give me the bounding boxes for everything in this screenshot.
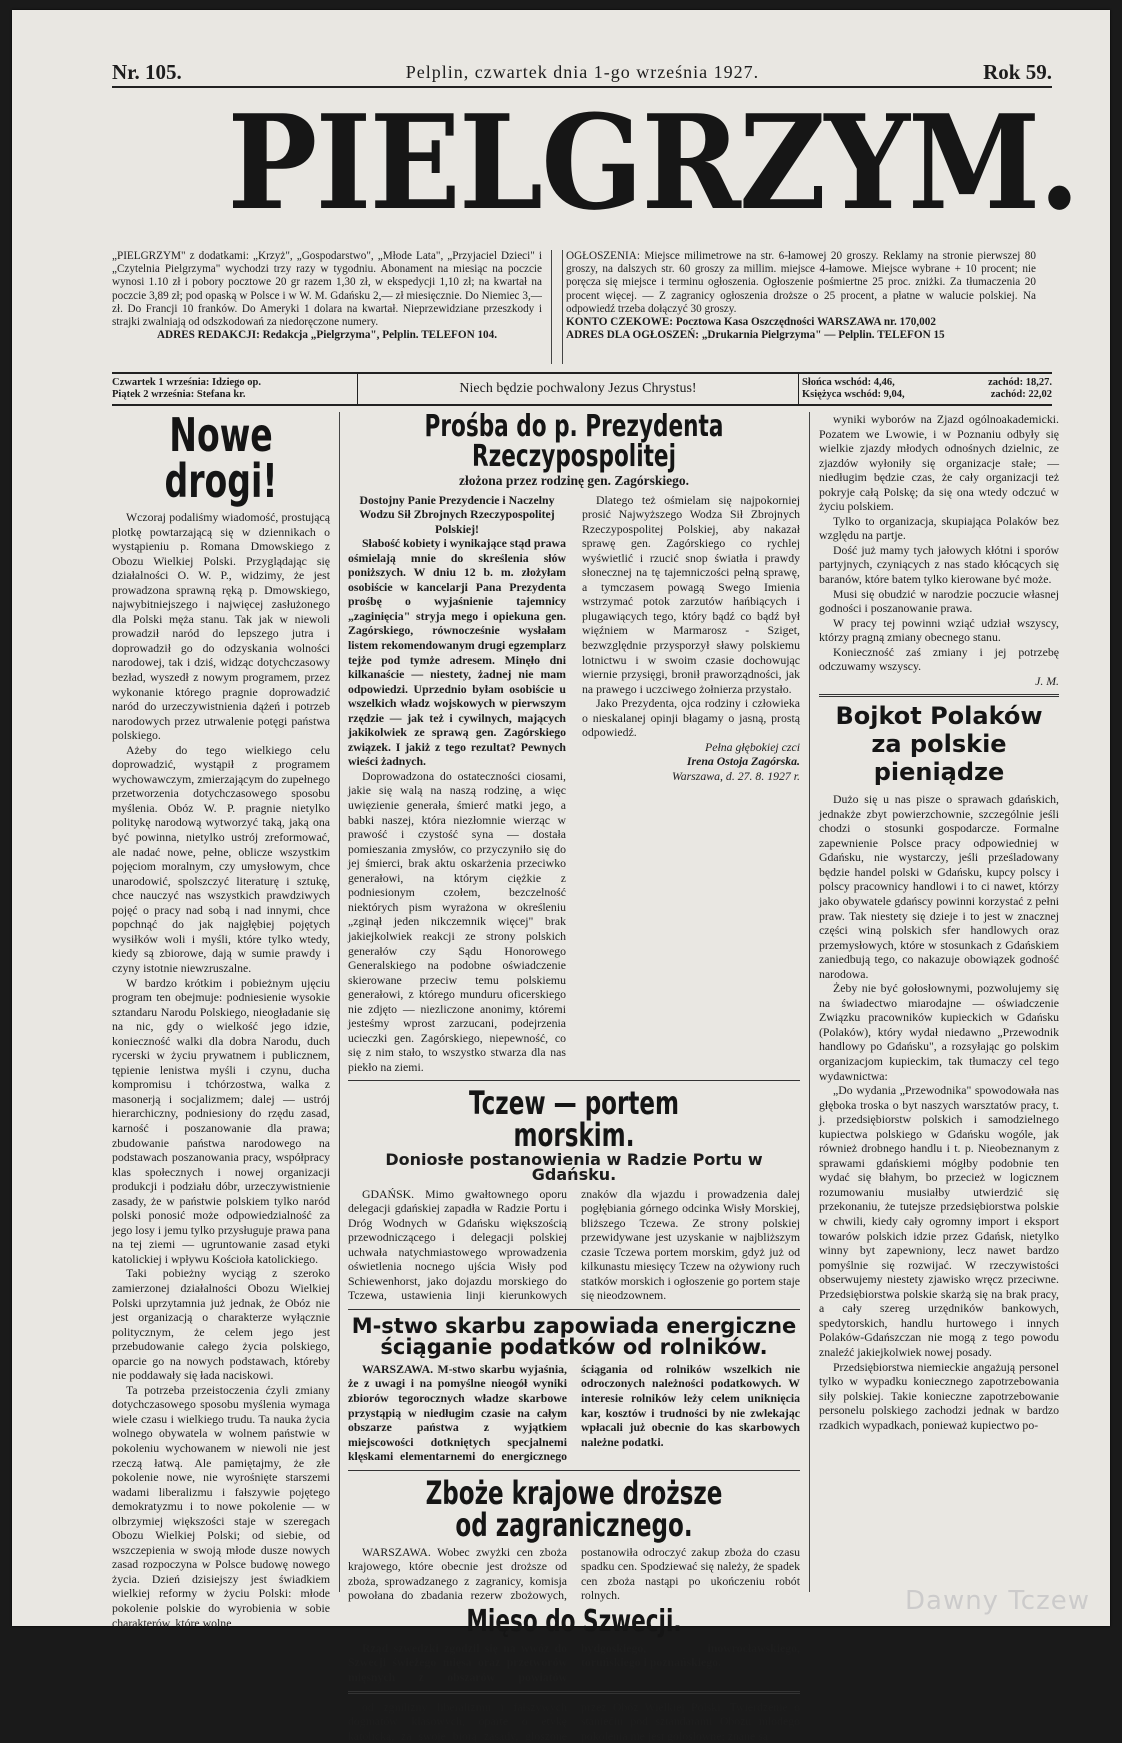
headline-text: Prośba do p. Prezydenta Rzeczypospolitej [424,409,724,474]
article-paragraph: Rząd szwedzki zgodził się na wwóz do Szwecji świeżego mięsa oraz przetworów mięsnych z obszarów powiatów bydgoskiego, inowrocławskiego, toruńskiego i poznańskiego. [348,1640,800,1684]
signature-name: Irena Ostoja Zagórska. [686,754,800,769]
issue-year: Rok 59. [983,59,1052,84]
article-paragraph: „Do wydania „Przewodnika" spowodowała nas głęboka troska o byt naszych warsztatów pracy, t. j. przedsiębiorstw polskich i samodzielnego kupiectwa polskiego w Gdańsku wogóle, jak również drobnego handlu i t. p. Nieobeznanym z sprawami gdańskiemi mógłby podobnie ten wydać się błahym, bo przecież w logicznem rozumowaniu musiałby utwierdzić się przekonaniu, że tutejsze przedsiębiorstwa polskie w chwili, kiedy cały ogromny import i eksport towarów polskich idzie przez Gdańsk, nietylko winny byt zapewniony, lecz nawet bardzo pomyślnie się rozwijać. W rzeczywistości obserwujemy niestety zjawisko wręcz przeciwne. Przedsiębiorstwa polskie skarżą się na brak pracy, a cały szereg urzędników bankowych, spedytorskich, handlu hurtowego i innych Polaków-Gdańszczan nie mogą z tego powodu znaleźć jakiejkolwiek nowej posady. [819,1083,1059,1359]
signature-initials: J. M. [1035,673,1059,688]
headline-tczew [348,1084,800,1155]
headline-prosba-sub: złożona przez rodzinę gen. Zagórskiego. [459,473,689,488]
headline-nowe-drogi [112,408,330,508]
article-paragraph: Musi się obudzić w narodzie poczucie własnej godności i poszanowanie prawa. [819,586,1059,616]
headline-text: Tczew — portem morskim. [468,1084,680,1155]
article-paragraph: WARSZAWA. M-stwo skarbu wyjaśnia, że z uwagi i na pomyślne nieogół wyniki zbiorów tegorocznych władze skarbowe przystąpią w niedługim czasie na całym obszarze państwa z wyjątkiem miejscowości dotkniętych specjalnemi klęskami elementarnemi do energicznego ściągania od rolników wszelkich nie odroczonych należności podatkowych. W interesie rolników leży celem uniknięcia kar, kosztów i trudności by nie zwlekając wpłacali już obecnie do kas skarbowych należne podatki. [348,1361,800,1464]
article-paragraph: Taki pobieżny wyciąg z szeroko zamierzonej działalności Obozu Wielkiej Polski uprzytamnia już jednak, że Obóz nie jest organizacją o charakterze wyłącznie politycznym, że celem jego jest przebudowanie całego życia polskiego, oparcie go na nowych podstawach, któreby nie poddawały się łada naciskowi. [112,1266,330,1383]
advertising-info [566,250,1036,342]
article-paragraph: Dlatego też ośmielam się najpokorniej prosić Najwyższego Wodza Sił Zbrojnych Rzeczypospolitej Polskiej, aby nakazał sprawę gen. Zagórskiego co rychlej wyświetlić i rzucić snop światła i prawdy słonecznej na tę tajemniczości pełną sprawę, a tymczasem powagą Swego Imienia wstrzymać potok zarzutów hańbiących i plugawiących tego, który bądź co bądź był więźniem w Marmarosz - Sziget, bezwzględnie przysporzył sławy polskiemu lotnictwu i w swoim czasie dochowując wiernie przysięgi, bronił praworządności, jak na prawego i uczciwego żołnierza przystało. [582,492,800,696]
headline-bojkot: Bojkot Polaków za polskie pieniądze [835,702,1043,786]
issue-line [112,58,1052,86]
masthead-title: PIELGRZYM. [227,86,1079,239]
headline-zboze [348,1473,800,1544]
info-divider [551,250,563,364]
article-paragraph: Dużo się u nas pisze o sprawach gdańskich, jednakże zbyt powierzchownie, szczególnie jeśli chodzi o stosunki gospodarcze. Formalne zapewnienie Polsce pracy odpowiedniej w Gdańsku, nie wystarczy, jeśli prześladowany będzie handel polski w Gdańsku, kupcy polscy i polscy pracownicy handlowi i to ci nawet, którzy jako obywatele gdańscy powinni korzystać z pełni praw. Tak niestety się dzieje i to jest w znacznej części winą polskich sfer handlowych oraz przemysłowych, które w stosunkach z Gdańskiem zaniedbują tego, co nakazuje obowiązek godność narodowa. [819,792,1059,981]
double-divider [819,694,1059,697]
calendar-days [112,377,261,401]
headline-mieso [348,1603,800,1639]
headline-text: Nowe drogi! [164,408,278,508]
article-paragraph: GDAŃSK. Mimo gwałtownego oporu delegacji gdańskiej zapadła w Radzie Portu i Dróg Wodnych w Gdańsku większością przewodniczącego i delegacji polskiej uchwała natychmiastowego wprowadzenia oświetlenia nocnego ujścia Wisły pod Schiewenhorst, jako dojazdu morskiego do Tczewa, ustawienia linji kierunkowych znaków dla wjazdu i prowadzenia dalej pogłębiania górnego odcinka Wisły Morskiej, bliższego Tczewa. Ze strony polskiej przewidywane jest uzyskanie w najbliższym czasie Tczewa portem morskim, gdyż już od kilkunastu miesięcy Tczew na ożywiony ruch statków morskich i ogłoszenie go portem staje się nieodzownem. [348,1186,800,1303]
article-paragraph: Żeby nie być gołosłownymi, pozwolujemy się na świadectwo miarodajne — oświadczenie Związku pracowników kupieckich w Gdańsku (Polaków), który wydał niedawno „Przewodnik handlowy po Gdańsku", a rozsyłając go polskim organizacjom kupieckim, tak tłumaczy cel tego wydawnictwa: [819,981,1059,1083]
column-rule-1 [339,412,340,1592]
article-paragraph: Doprowadzona do ostateczności ciosami, jakie się walą na naszą rodzinę, a więc uwięzienie generała, śmierć matki jego, a babki naszej, która niezłomnie wierząc w prawość i czystość syna — dostała pomieszania zmysłów, co przyczyniło się do jej śmierci, brak aktu oskarżenia przeciwko generałowi, na którym ciężkie z podniesionym czołem, bezczelność niektórych pism wyrażona w określeniu „zginął jeden nikczemnik więcej" brak jakiejkolwiek reakcji ze strony polskich generałów czy Sądu Honorowego Generalskiego na podobne oświadczenie skierowane przeciw temu polskiemu generałowi, z którego munduru oficerskiego nie zdjęto — niezliczone anonimy, któremi jesteśmy wprost zarzucani, podejrzenia ucieczki gen. Zagórskiego, niepewność, co się z nim stało, to wszystko stwarza dla nas piekło na ziemi. [348,768,566,1074]
newspaper-sheet [112,50,1079,1743]
article-paragraph: Dość już mamy tych jałowych kłótni i sporów partyjnych, czyniących z nas stado kłócących się baranów, które batem tylko kierowane być może. [819,542,1059,587]
divider [348,1309,800,1310]
column-2 [348,409,800,1743]
subscription-info [112,250,542,342]
article-paragraph: Ażeby do tego wielkiego celu doprowadzić, wystąpił z programem wychowawczym, zmierzającym do zupełnego przetworzenia dotychczasowego sposobu myślenia. Obóz W. P. pragnie nietylko politykę narodową wytworzyć taką, jaką ona być powinna, nietylko ustrój zreformować, ale nadać nowe, pełne, oblicze wszystkim pojęciom moralnym, czy umysłowym, chce unarodowić, spolszczyć literaturę i sztukę, chce nauczyć nas wszystkich prawdziwych pojęć o pracy nad sobą i nad innymi, chce popchnąć do jak najgłębiej pojętych wysiłków woli i myśli, które tylko wtedy, kiedy są zbiorowe, dają w sumie prawdy i czyny istotnie niewzruszalne. [112,742,330,975]
sun-rise: Słońca wschód: 4,46, [802,377,895,388]
watermark: Dawny Tczew [904,1586,1090,1616]
sun-set: zachód: 18,27. [988,377,1052,388]
column-1 [112,408,330,1630]
divider [348,1080,800,1081]
headline-prosba [348,409,800,474]
issue-number: Nr. 105. [112,59,182,84]
prosba-body [348,493,800,1075]
prosba-col-b [582,493,800,1075]
signature-date: Warszawa, d. 27. 8. 1927 r. [671,768,800,783]
check-account: KONTO CZEKOWE: Pocztowa Kasa Oszczędności WARSZAWA nr. 170,002 [566,316,936,329]
astronomy-times [802,377,1052,401]
article-paragraph: WARSZAWA. Wobec zwyżki cen zboża krajowego, które obecnie jest droższe od zboża, sprowadzanego z zagranicy, komisja powołana do zbadania rezerw zbożowych, postanowiła odroczyć zakup zboża do czasu spadku cen. Spodziewać się należy, że spadek cen zboża nastąpi po ukończeniu robót rolnych. [348,1544,800,1603]
subscription-text: „PIELGRZYM" z dodatkami: „Krzyż", „Gospodarstwo", „Młode Lata", „Przyjaciel Dzieci" i „Czytelnia Pielgrzyma" wychodzi trzy razy w tygodniu. Abonament na miesiąc na poczcie wynosi 1.10 zł i pobory pocztowe 20 gr razem 1,30 zł, w ekspedycji 1,10 zł; na kwartał na poczcie 3,89 zł; pod opaską w Polsce i w W. M. Gdańsku 2,— zł miesięcznie. Do Niemiec 3,— zł. Do Francji 10 franków. Do Ameryki 1 dolara na kwartał. Nieprzewidziane przeszkody i strajki zwalniają od odszkodowań za niedoręczone numery. [112,250,542,329]
moon-rise: Księżyca wschód: 9,04, [802,389,905,400]
advertising-address: ADRES DLA OGŁOSZEŃ: „Drukarnia Pielgrzyma" — Pelplin. TELEFON 15 [566,329,945,342]
calendar-tomorrow: Piątek 2 września: Stefana kr. [112,389,246,400]
article-continuation: od zgniłizny liberalizmu i fałszywych dogmatów klasowych, oparte o etykę katolicką, za swoje biorą zasady, głoszone przez Obóz Wielkiej Polski. Twierdzenie o staniećiu pod sztandarami Obozu młodego pokolenia nie jest gołosłowne; znane są [348,1699,800,1743]
headline-tczew-sub: Doniosłe postanowienia w Radzie Portu w Gdańsku. [385,1150,763,1184]
editorial-address: ADRES REDAKCJI: Redakcja „Pielgrzyma", Pelplin. TELEFON 104. [156,329,498,342]
greeting: Niech będzie pochwalony Jezus Chrystus! [357,374,799,404]
advertising-text: OGŁOSZENIA: Miejsce milimetrowe na str. 6-łamowej 20 groszy. Reklamy na stronie pierwszej 80 groszy, na dalszych str. 60 groszy za millim. miejsce 4-łamowe. Miejsce wybrane + 10 procent; nie poręcza się miejsce i terminu ogłoszenia. Ogłoszenie pośmiertne 25 proc. zniżki. Za tłumaczenia 20 procent więcej. — Z zagranicy ogłoszenia droższe o 25 procent, a płatne w walucie polskiej. Na odpowiedź trzeba dołączyć 30 groszy. [566,250,1036,315]
salutation: Dostojny Panie Prezydencie i Naczelny Wodzu Sił Zbrojnych Rzeczypospolitej Polskiej! [359,492,555,536]
headline-text: Zboże krajowe droższe od zagranicznego. [425,1473,723,1544]
article-paragraph: Przedsiębiorstwa niemieckie angażują personel tylko w wypadku koniecznego zapotrzebowania siły polskiej. Takie konieczne zapotrzebowanie personelu polskiego zachodzi jednak w bardzo rzadkich wypadkach, ponieważ kupiectwo po- [819,1359,1059,1432]
moon-set: zachód: 22,02 [990,389,1052,400]
column-rule-2 [809,412,810,1592]
article-paragraph: W bardzo krótkim i pobieżnym ujęciu program ten obejmuje: podniesienie wysokie sztandaru Narodu Polskiego, nieogładanie się na nic, gdy o wielkość jego idzie, konieczność walki dla dobra Narodu, duch rycerski w życiu prywatnem i publicznem, tępienie lenistwa myśli i czynu, ducha kompromisu i tchórzostwa, walka z masonerją i socjalizmem; dalej — ustrój hierarchiczny, podniesiony do rzędu zasad, karność i poszanowanie dla prawa; zbudowanie państwa narodowego na podstawach poszanowania pracy, współpracy klas społecznych i nowej organizacji produkcji i podziału dóbr, urzeczywistnienie zasady, że w państwie polskiem tylko naród polski ponosić może odpowiedzialność za jego losy i jemu tylko przysługuje prawa pana na tej ziemi — ugruntowanie zasad etyki katolickiej i wpływu Kościoła katolickiego. [112,975,330,1266]
column-3 [819,412,1059,1432]
headline-mstwo: M-stwo skarbu zapowiada energiczne ściąganie podatków od rolników. [351,1313,797,1359]
newspaper-page [12,10,1110,1743]
article-paragraph: wyniki wyborów na Zjazd ogólnoakademicki. Pozatem we Lwowie, i w Poznaniu odbyły się wielkie zjazdy młodych odnośnych dzielnic, ze zjazdów wyłoniły się organizacje stałe; — niedługim będzie czas, że cały organizacji też pokryje całą Polskę; da się ona wtedy odczuć w życiu polskiem. [819,412,1059,514]
signature-line: Pełna głębokiej czci [705,739,800,754]
date-bar [112,372,1052,406]
divider [348,1470,800,1471]
article-paragraph: Tylko to organizacja, skupiająca Polaków bez względu na partje. [819,513,1059,543]
calendar-today: Czwartek 1 września: Idziego op. [112,377,262,388]
article-paragraph: Wczoraj podaliśmy wiadomość, prostującą plotkę powtarzającą się w dziennikach o wystąpieniu p. Romana Dmowskiego z Obozu Wielkiej Polski. Przyglądając się działalności O. W. P., widzimy, że jest prowadzona sprawną ręką p. Dmowskiego, najwybitniejszego i najwięcej zasłużonego dla Polski męża stanu. Tak jak w niewoli prowadził naród do lepszego jutra i doprowadził go do odzyskania wolności narodowej, tak i dziś, widząc dotychczasowy bezład, wyszedł z nowym programem, przez wykonanie którego pragnie doprowadzić naród do urzeczywistnienia dążeń i potrzeb narodowych przez utrwalenie potęgi państwa polskiego. [112,510,330,743]
article-paragraph: Słabość kobiety i wynikające stąd prawa ośmielają mnie do skreślenia słów poniższych. W dniu 12 b. m. złożyłam osobiście w kancelarji Pana Prezydenta prośbę o wyjaśnienie tajemnicy „zaginięcia" stryja mego i opiekuna gen. Zagórskiego, równocześnie wysłałam listem rekomendowanym drugi egzemplarz tejże pod tymże adresem. Minęło dni kilkanaście — niestety, żadnej nie mam odpowiedzi. Uprzednio byłam osobiście u wszelkich władz wojskowych w pierwszym rzędzie — jak też i cywilnych, mających jakikolwiek ze sprawą gen. Zagórskiego związek. I jakiż z tego rezultat? Pewnych wieści żadnych. [348,536,566,769]
issue-place-date: Pelplin, czwartek dnia 1-go września 1927. [405,61,760,82]
article-paragraph: Konieczność zaś zmiany i jej potrzebę odczuwamy wszyscy. [819,644,1059,674]
article-paragraph: Jako Prezydenta, ojca rodziny i człowieka o nieskalanej opinji błagamy o jasną, prostą odpowiedź. [582,696,800,740]
headline-text: Mięso do Szwecji. [466,1603,682,1639]
article-paragraph: Ta potrzeba przeistoczenia ćzyli zmiany dotychczasowego sposobu myślenia wymaga wiele czasu i wielkiego trudu. Ta nauka życia wolnego obywatela w wolnem państwie w pokoleniu wychowanem w niewoli nie jest rzeczą łatwą. Ale pamiętajmy, że złe pokolenie nowe, nie wyrośnięte starszemi wadami liberalizmu i fałszywie pojętego demokratyzmu i to nowe pokolenie — w olbrzymiej większości staje w szeregach Obozu Wielkiej Polski; od siebie, od wszczepienia w swoją młode dusze nowych zasad rozpoczyna w Polsce budowę nowego życia. Dzień dzisiejszy jest świadkiem wielkiej reformy w życiu Polski: młode pokolenie polskie do wyrobienia w sobie charakterów, które wolne [112,1382,330,1630]
prosba-col-a [348,493,566,1075]
double-divider [348,1691,800,1694]
article-paragraph: W pracy tej powinni wziąć udział wszyscy, którzy pragną zmiany obecnego stanu. [819,615,1059,645]
